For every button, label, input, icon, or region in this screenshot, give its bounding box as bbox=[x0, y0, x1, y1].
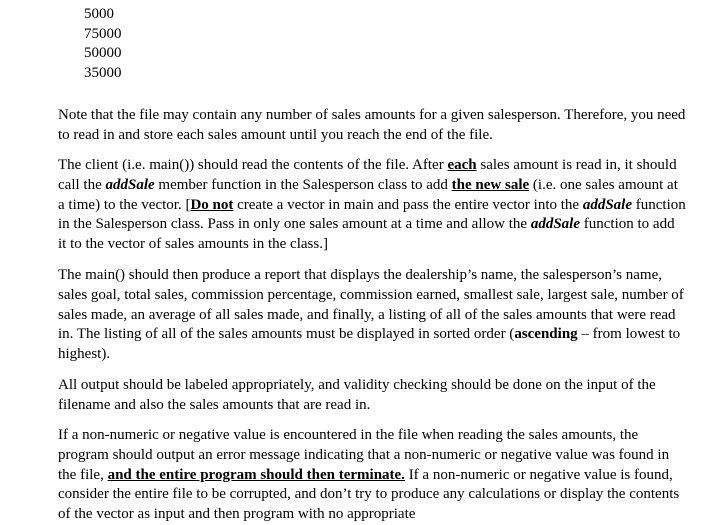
paragraph-file-note bbox=[58, 106, 686, 146]
paragraph-text: (i.e. one sales amount at a time) to the vector. [ bbox=[58, 176, 678, 213]
paragraph-report bbox=[58, 266, 686, 365]
paragraph-error-handling bbox=[58, 426, 686, 525]
paragraph-text: If a non-numeric or negative value is found, consider the entire file to be corrupted, and don’t try to produce any calculations or display the contents of the vector as input and then program with no appropriate bbox=[58, 466, 680, 523]
emphasis-ascending: ascending bbox=[514, 326, 578, 343]
paragraph-text: function to add it to the vector of sales amounts in the class.] bbox=[58, 216, 675, 253]
paragraph-text: The main() should then produce a report that displays the dealership’s name, the salesperson’s name, sales goal, total sales, commission percentage, commission earned, smallest sale, largest sale, number of sales made, an average of all sales made, and finally, a listing of all of the sales amounts that were read in. The listing of all of the sales amounts must be displayed in sorted order ( bbox=[58, 267, 684, 343]
paragraph-client-main bbox=[58, 156, 686, 255]
emphasis-each: each bbox=[447, 157, 477, 173]
paragraph-text: member function in the Salesperson class to add bbox=[154, 176, 452, 193]
sales-amount: 75000 bbox=[84, 25, 122, 42]
paragraph-text: function in the Salesperson class. Pass in only one sales amount at a time and allow the bbox=[58, 196, 686, 233]
paragraph-output-labels bbox=[58, 376, 686, 416]
paragraph-text: create a vector in main and pass the entire vector into the bbox=[233, 196, 583, 213]
paragraph-text: If a non-numeric or negative value is encountered in the file when reading the sales amounts, the program should output an error message indicating that a non-numeric or negative value was found in the file, bbox=[58, 427, 670, 483]
emphasis-do-not: Do not bbox=[190, 196, 234, 213]
function-name-addsale: addSale bbox=[530, 216, 580, 233]
paragraph-text: sales amount is read in, it should call the bbox=[58, 157, 677, 193]
emphasis-terminate: and the entire program should then terminate. bbox=[107, 466, 405, 483]
function-name-addsale: addSale bbox=[582, 196, 632, 213]
function-name-addsale: addSale bbox=[105, 176, 155, 193]
sales-amount: 5000 bbox=[84, 6, 114, 22]
paragraph-text: The client (i.e. main()) should read the contents of the file. After bbox=[58, 157, 448, 173]
paragraph-text: – from lowest to highest). bbox=[58, 326, 681, 363]
emphasis-new-sale: the new sale bbox=[451, 176, 530, 193]
paragraph-text: All output should be labeled appropriately, and validity checking should be done on the input of the filename and also the sales amounts that are read in. bbox=[58, 377, 656, 413]
paragraph-text: Note that the file may contain any number of sales amounts for a given salesperson. Therefore, you need to read in and store each sales amount until you reach the end of the file. bbox=[58, 107, 686, 143]
sales-amount: 35000 bbox=[84, 64, 122, 81]
sales-amount: 50000 bbox=[84, 45, 122, 61]
sales-amounts-list bbox=[84, 5, 122, 83]
